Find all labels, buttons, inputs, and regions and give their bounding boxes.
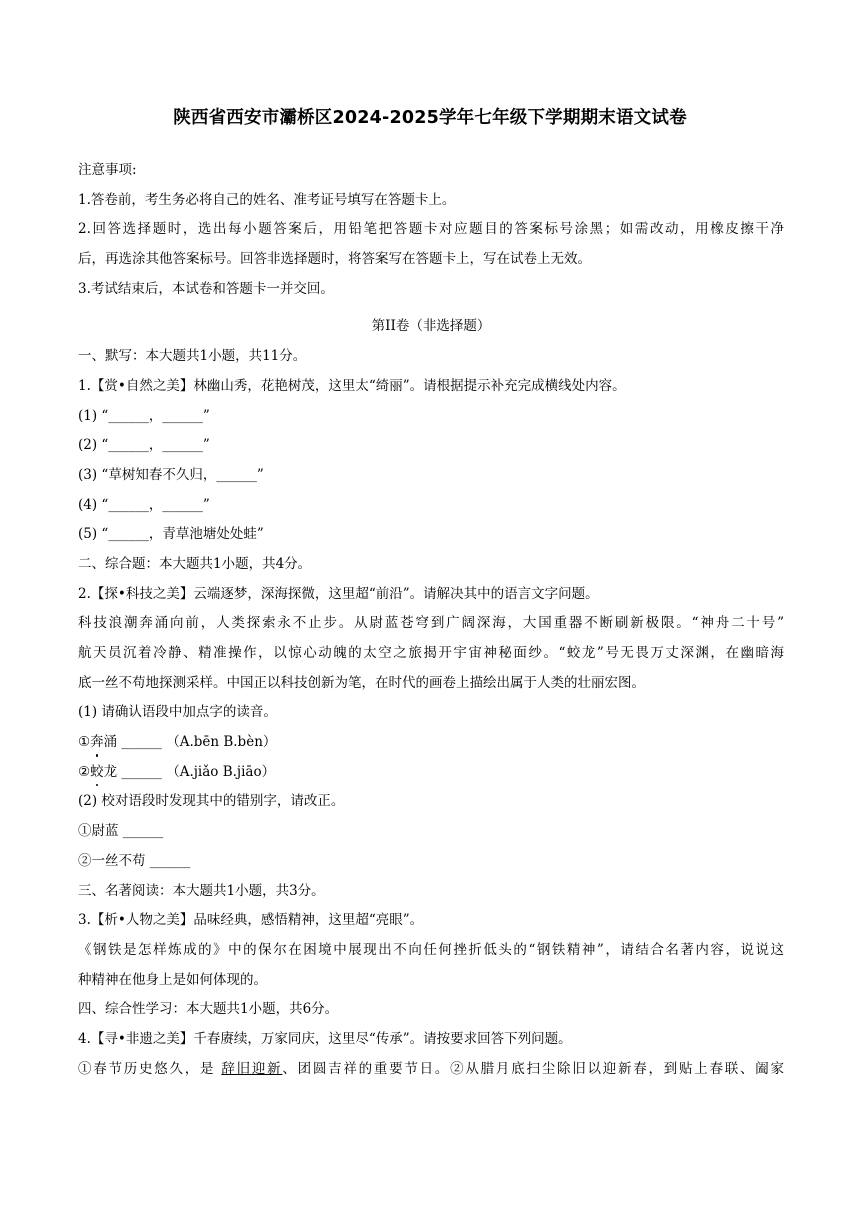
section-heading: 四、综合性学习：本大题共1小题，共6分。 xyxy=(78,1001,339,1018)
text-segment: ①春节历史悠久，是 xyxy=(78,1060,222,1077)
dotted-character: 蛟 xyxy=(90,758,104,788)
exam-title: 陕西省西安市灞桥区2024-2025学年七年级下学期期末语文试卷 xyxy=(173,108,687,128)
body-line: 《钢铁是怎样炼成的》中的保尔在困境中展现出不向任何挫折低头的“钢铁精神”，请结合名著内容，说说这 xyxy=(78,941,784,958)
passage-line: 底一丝不苟地探测采样。中国正以科技创新为笔，在时代的画卷上描绘出属于人类的壮丽宏图。 xyxy=(78,674,645,691)
section-heading: 二、综合题：本大题共1小题，共4分。 xyxy=(78,555,312,572)
correction-item: ①尉蓝 ______ xyxy=(78,823,164,840)
notice-item: 后，再选涂其他答案标号。回答非选择题时，将答案写在答题卡上，写在试卷上无效。 xyxy=(78,251,591,268)
sub-question: (2) 校对语段时发现其中的错别字，请改正。 xyxy=(78,793,345,810)
volume-title: 第II卷（非选择题） xyxy=(371,318,491,335)
dotted-character: 奔 xyxy=(90,728,104,758)
notice-item: 2.回答选择题时，选出每小题答案后，用铅笔把答题卡对应题目的答案标号涂黑；如需改动，用橡皮擦干净 xyxy=(78,221,784,238)
question-stem: 4.【寻•非遗之美】千春赓续，万家同庆，这里尽“传承”。请按要求回答下列问题。 xyxy=(78,1030,572,1047)
body-line: 种精神在他身上是如何体现的。 xyxy=(78,971,267,988)
pinyin-item xyxy=(78,728,784,758)
fill-item: (4) “______，______” xyxy=(78,496,210,513)
passage-line: 航天员沉着冷静、精准操作，以惊心动魄的太空之旅揭开宇宙神秘面纱。“蛟龙”号无畏万丈深渊，在幽暗海 xyxy=(78,645,784,661)
exam-content xyxy=(78,156,784,1084)
pinyin-item xyxy=(78,758,784,788)
text-segment: 、团圆吉祥的重要节日。②从腊月底扫尘除旧以迎新春，到贴上春联、阖家 xyxy=(282,1060,785,1077)
item-number: ② xyxy=(78,763,91,780)
notice-item: 3.考试结束后，本试卷和答题卡一并交回。 xyxy=(78,280,334,297)
question-stem: 3.【析•人物之美】品味经典，感悟精神，这里超“亮眼”。 xyxy=(78,912,424,929)
question-stem: 2.【探•科技之美】云端逐梦，深海探微，这里超“前沿”。请解决其中的语言文字问题。 xyxy=(78,585,599,602)
section-heading: 三、名著阅读：本大题共1小题，共3分。 xyxy=(78,882,325,899)
fill-item: (2) “______，______” xyxy=(78,437,210,454)
section-heading: 一、默写：本大题共1小题，共11分。 xyxy=(78,348,307,365)
fill-item: (3) “草树知春不久归，______” xyxy=(78,466,264,483)
underlined-phrase: 辞旧迎新 xyxy=(221,1060,283,1077)
question-stem: 1.【赏•自然之美】林幽山秀，花艳树茂，这里太“绮丽”。请根据提示补充完成横线处内容。 xyxy=(78,377,626,394)
body-line xyxy=(78,1055,784,1085)
sub-question: (1) 请确认语段中加点字的读音。 xyxy=(78,704,277,721)
fill-item: (5) “______，青草池塘处处蛙” xyxy=(78,526,264,543)
item-text: 涌 ______ （A.bēn B.bèn） xyxy=(103,734,277,751)
item-number: ① xyxy=(78,734,91,751)
notice-heading: 注意事项: xyxy=(78,162,137,178)
correction-item: ②一丝不苟 ______ xyxy=(78,852,191,869)
fill-item: (1) “______，______” xyxy=(78,407,210,424)
notice-item: 1.答卷前，考生务必将自己的姓名、准考证号填写在答题卡上。 xyxy=(78,191,456,208)
item-text: 龙 ______ （A.jiǎo B.jiāo） xyxy=(103,763,276,780)
passage-line: 科技浪潮奔涌向前，人类探索永不止步。从尉蓝苍穹到广阔深海，大国重器不断刷新极限。“神舟二十号” xyxy=(78,615,784,632)
